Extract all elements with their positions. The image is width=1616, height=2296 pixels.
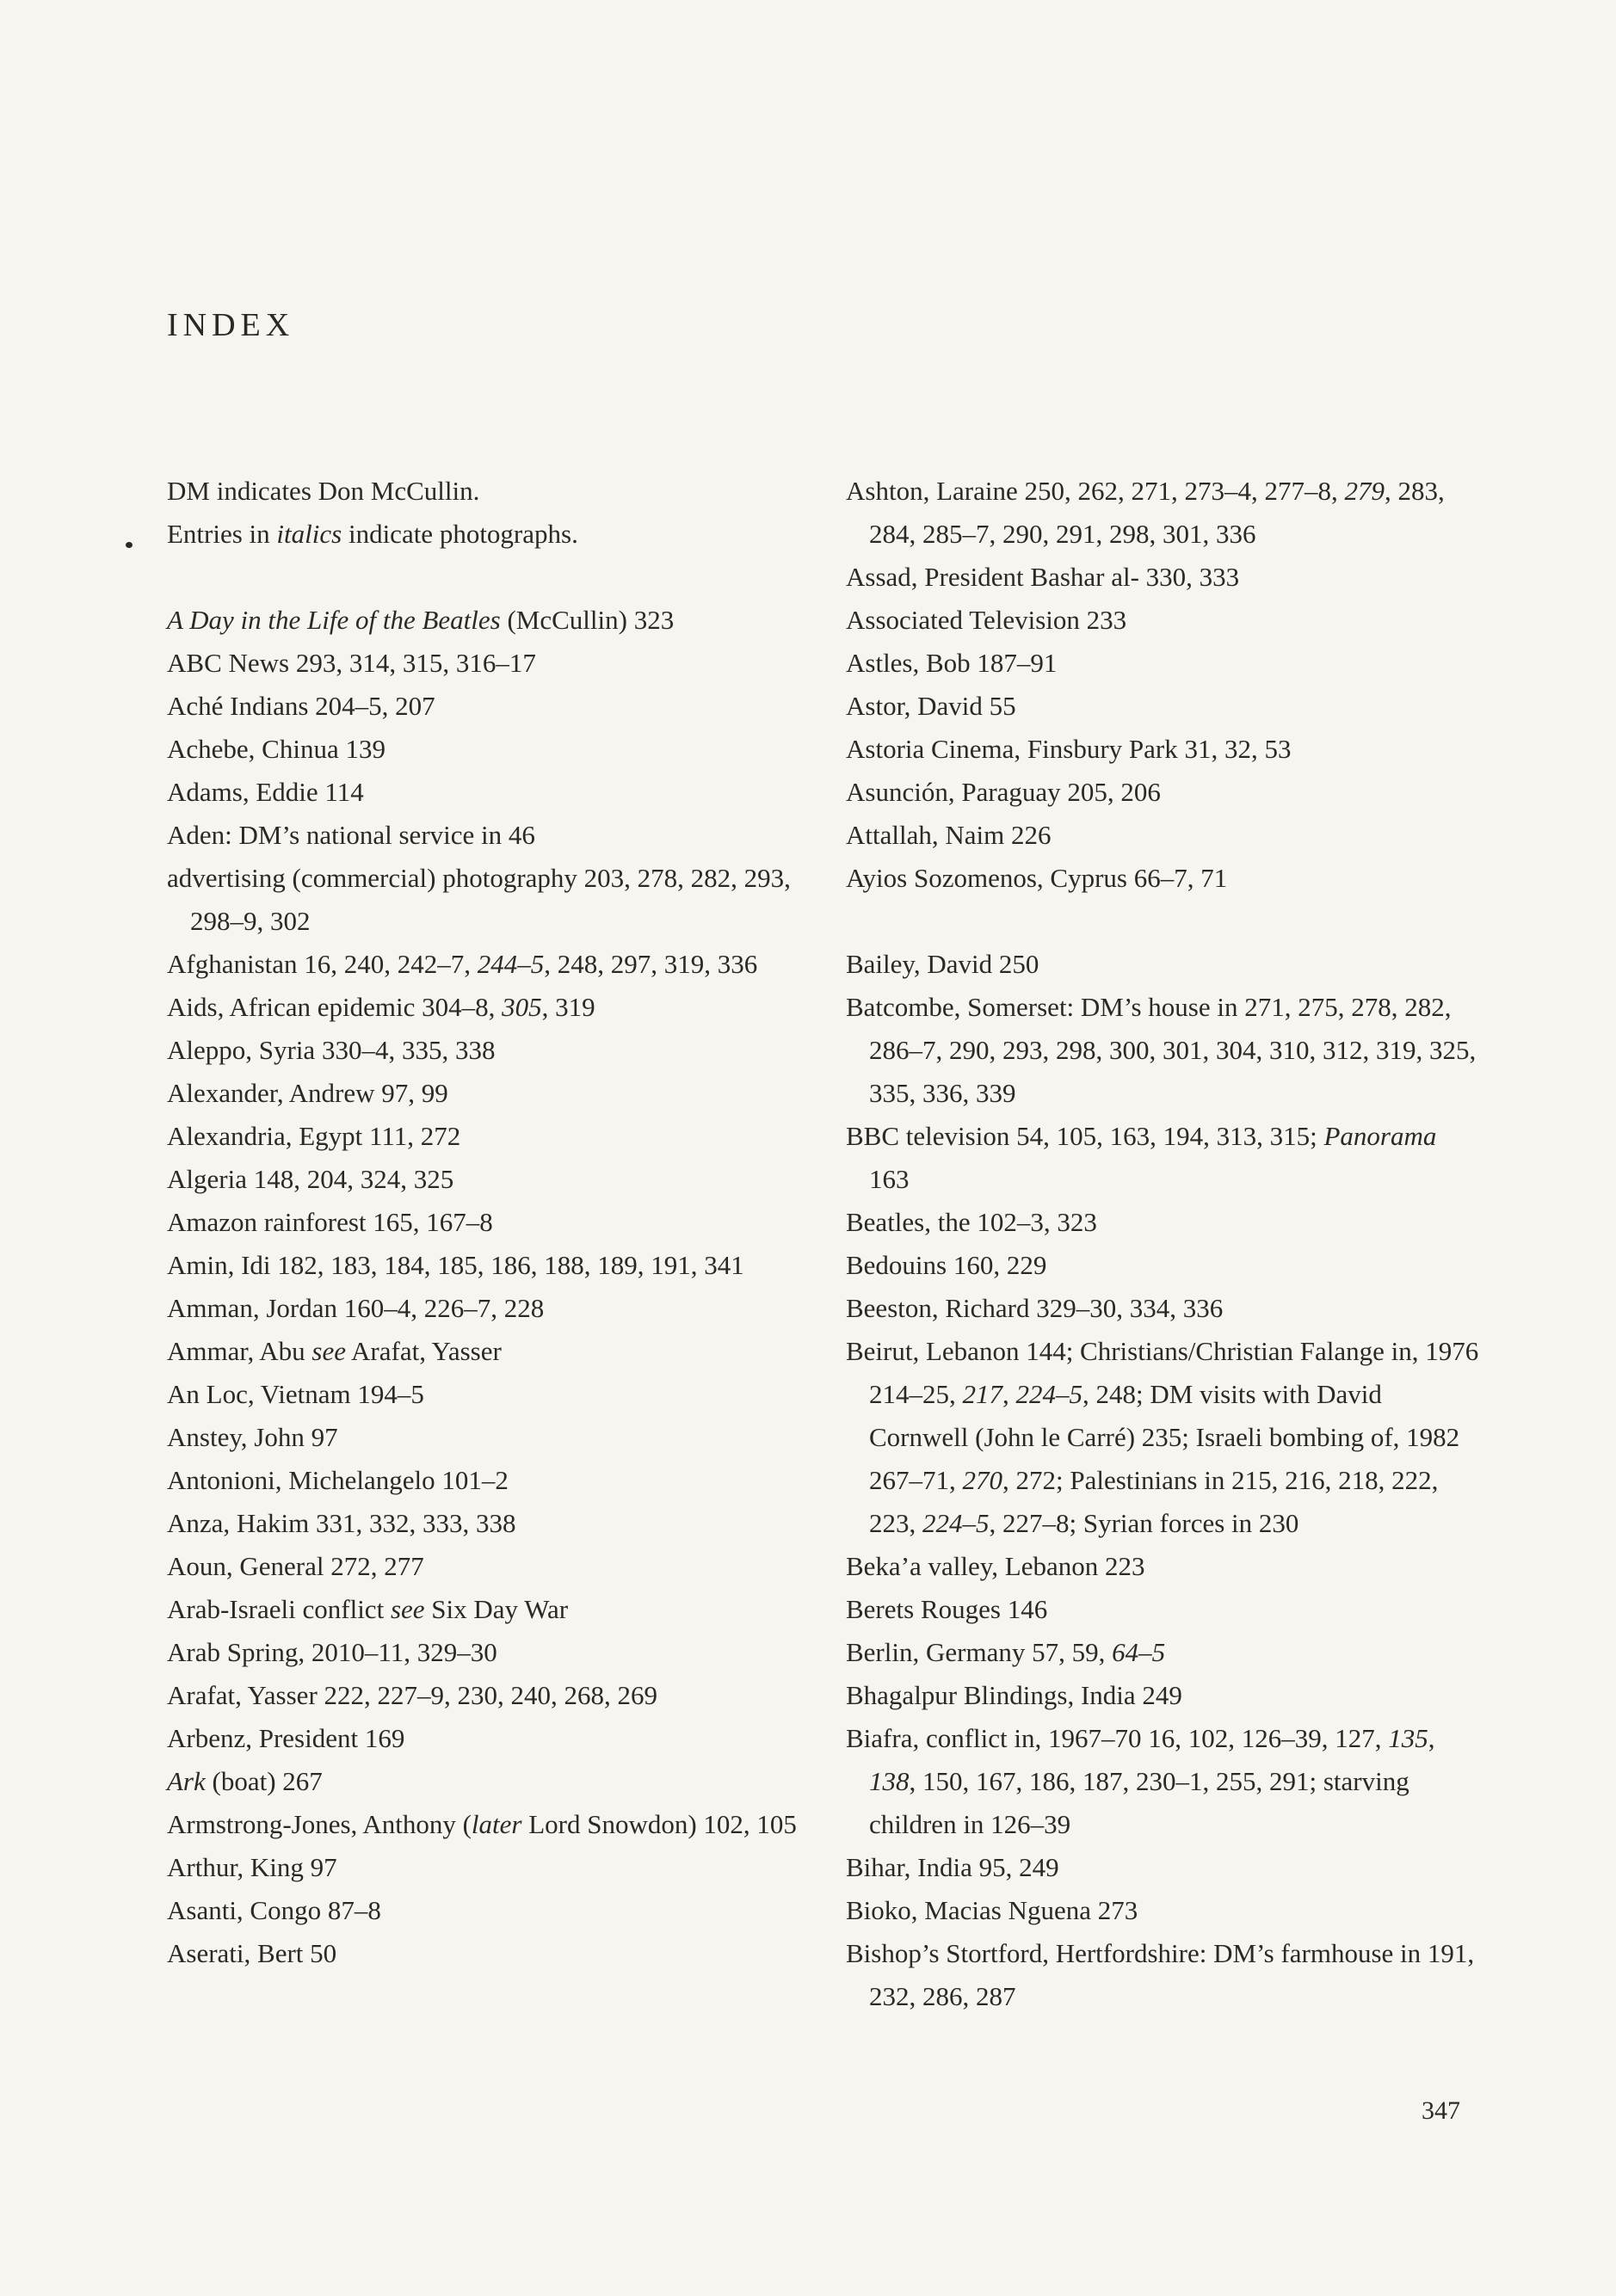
index-entry: Batcombe, Somerset: DM’s house in 271, 275, 278, 282, 286–7, 290, 293, 298, 300, 301, 304, 310, 312, 319, 325, 335, 336, 339 — [846, 992, 1477, 1108]
index-entry: Alexandria, Egypt 111, 272 — [167, 1121, 461, 1151]
index-entry: Bailey, David 250 — [846, 949, 1039, 979]
index-entry: Bioko, Macias Nguena 273 — [846, 1895, 1138, 1925]
index-entry: Aserati, Bert 50 — [167, 1938, 337, 1968]
index-entry: Amazon rainforest 165, 167–8 — [167, 1207, 493, 1237]
index-entry: Beka’a valley, Lebanon 223 — [846, 1551, 1145, 1581]
index-entry: Biafra, conflict in, 1967–70 16, 102, 126–39, 127, 135, 138, 150, 167, 186, 187, 230–1, 255, 291; starving children in 126–39 — [846, 1723, 1435, 1839]
index-entry: A Day in the Life of the Beatles (McCullin) 323 — [167, 605, 675, 635]
index-entry: Anstey, John 97 — [167, 1422, 338, 1452]
index-entry: An Loc, Vietnam 194–5 — [167, 1379, 424, 1409]
index-entry: Afghanistan 16, 240, 242–7, 244–5, 248, 297, 319, 336 — [167, 949, 758, 979]
page-number: 347 — [1422, 2096, 1460, 2125]
right-column — [846, 470, 1483, 2018]
index-entry: Aché Indians 204–5, 207 — [167, 691, 435, 721]
left-entries — [167, 599, 821, 1975]
index-entry: Adams, Eddie 114 — [167, 777, 364, 807]
index-entry: Ayios Sozomenos, Cyprus 66–7, 71 — [846, 863, 1228, 893]
note-italics: Entries in italics indicate photographs. — [167, 519, 578, 549]
index-entry: Berlin, Germany 57, 59, 64–5 — [846, 1637, 1166, 1667]
index-entry: ABC News 293, 314, 315, 316–17 — [167, 648, 536, 678]
index-entry: Bishop’s Stortford, Hertfordshire: DM’s farmhouse in 191, 232, 286, 287 — [846, 1938, 1475, 2011]
index-entry: Beeston, Richard 329–30, 334, 336 — [846, 1293, 1224, 1323]
index-entry: Astor, David 55 — [846, 691, 1016, 721]
index-entry: Aleppo, Syria 330–4, 335, 338 — [167, 1035, 496, 1065]
index-entry: Asanti, Congo 87–8 — [167, 1895, 381, 1925]
section-gap — [167, 556, 821, 599]
index-entry: Beirut, Lebanon 144; Christians/Christian Falange in, 1976 214–25, 217, 224–5, 248; DM visits with David Cornwell (John le Carré) 235; Israeli bombing of, 1982 267–71, 270, 272; Palestinians in 215, 216, 218, 222, 223, 224–5, 227–8; Syrian forces in 230 — [846, 1336, 1479, 1538]
index-entry: Arthur, King 97 — [167, 1852, 337, 1882]
index-entry: Arab Spring, 2010–11, 329–30 — [167, 1637, 497, 1667]
index-entry: Armstrong-Jones, Anthony (later Lord Snowdon) 102, 105 — [167, 1809, 797, 1839]
index-entry: Anza, Hakim 331, 332, 333, 338 — [167, 1508, 516, 1538]
index-entry: Assad, President Bashar al- 330, 333 — [846, 562, 1240, 592]
index-entry: Asunción, Paraguay 205, 206 — [846, 777, 1161, 807]
index-entry: Berets Rouges 146 — [846, 1594, 1048, 1624]
index-entry: Astoria Cinema, Finsbury Park 31, 32, 53 — [846, 734, 1292, 764]
index-entry: Associated Television 233 — [846, 605, 1127, 635]
right-entries-b — [846, 943, 1483, 2018]
index-entry: Beatles, the 102–3, 323 — [846, 1207, 1097, 1237]
index-entry: Aden: DM’s national service in 46 — [167, 820, 535, 850]
index-entry: Astles, Bob 187–91 — [846, 648, 1058, 678]
index-entry: Amman, Jordan 160–4, 226–7, 228 — [167, 1293, 545, 1323]
index-entry: BBC television 54, 105, 163, 194, 313, 315; Panorama 163 — [846, 1121, 1437, 1194]
index-entry: Bhagalpur Blindings, India 249 — [846, 1680, 1182, 1710]
page-heading: INDEX — [167, 307, 295, 343]
index-entry: Amin, Idi 182, 183, 184, 185, 186, 188, 189, 191, 341 — [167, 1250, 744, 1280]
stray-mark — [126, 542, 133, 548]
index-entry: Attallah, Naim 226 — [846, 820, 1052, 850]
left-column — [167, 470, 821, 1975]
index-entry: Achebe, Chinua 139 — [167, 734, 385, 764]
index-entry: Ammar, Abu see Arafat, Yasser — [167, 1336, 502, 1366]
index-entry: Alexander, Andrew 97, 99 — [167, 1078, 448, 1108]
index-entry: Arab-Israeli conflict see Six Day War — [167, 1594, 569, 1624]
note-dm: DM indicates Don McCullin. — [167, 476, 480, 506]
index-entry: Aoun, General 272, 277 — [167, 1551, 424, 1581]
index-entry: Bedouins 160, 229 — [846, 1250, 1047, 1280]
index-entry: Ashton, Laraine 250, 262, 271, 273–4, 277–8, 279, 283, 284, 285–7, 290, 291, 298, 301, 336 — [846, 476, 1445, 549]
index-entry: Algeria 148, 204, 324, 325 — [167, 1164, 454, 1194]
index-entry: Ark (boat) 267 — [167, 1766, 323, 1796]
index-entry: advertising (commercial) photography 203, 278, 282, 293, 298–9, 302 — [167, 863, 791, 936]
index-entry: Aids, African epidemic 304–8, 305, 319 — [167, 992, 595, 1022]
index-entry: Arbenz, President 169 — [167, 1723, 405, 1753]
index-entry: Bihar, India 95, 249 — [846, 1852, 1059, 1882]
index-entry: Arafat, Yasser 222, 227–9, 230, 240, 268, 269 — [167, 1680, 658, 1710]
index-entry: Antonioni, Michelangelo 101–2 — [167, 1465, 509, 1495]
right-entries-a — [846, 470, 1483, 900]
section-gap — [846, 900, 1483, 943]
